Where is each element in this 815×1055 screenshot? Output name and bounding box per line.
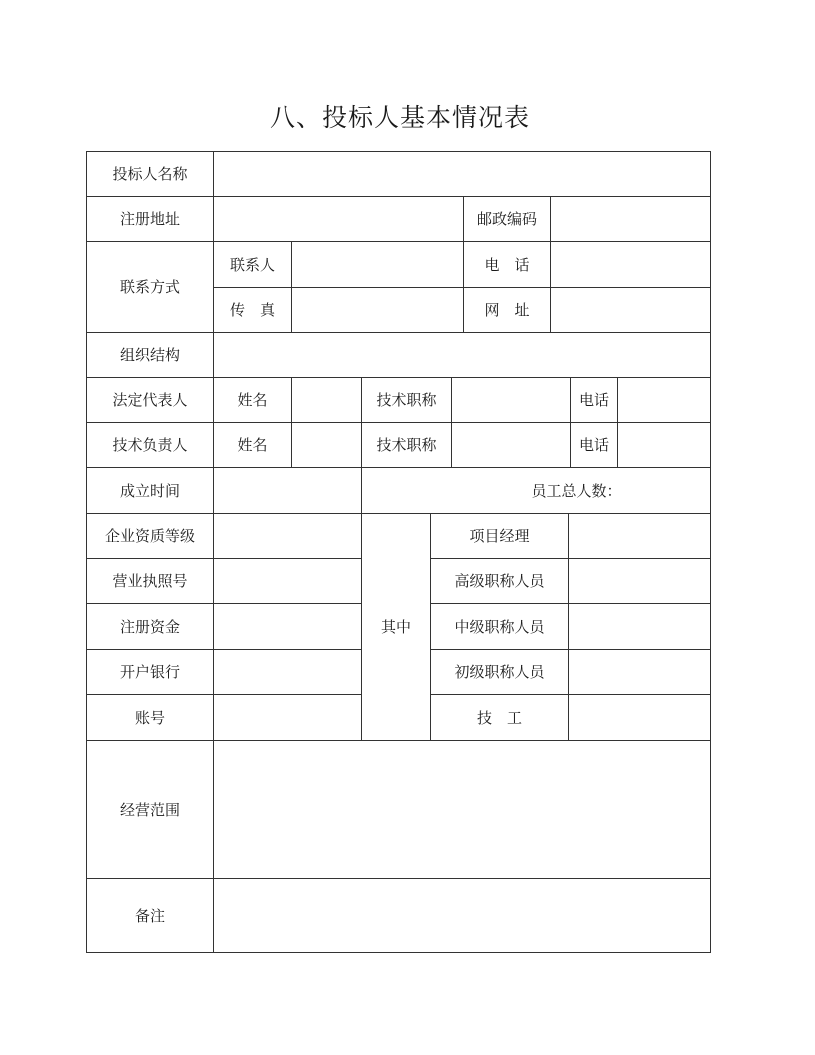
label-qualification: 企业资质等级 — [104, 527, 195, 545]
bank-field[interactable] — [214, 649, 361, 694]
label-project-manager: 项目经理 — [469, 527, 530, 545]
account-field[interactable] — [214, 694, 361, 740]
label-reg-capital: 注册资金 — [119, 617, 180, 636]
technician-field[interactable] — [569, 694, 711, 740]
label-license-no: 营业执照号 — [112, 572, 188, 590]
label-org-structure: 组织结构 — [119, 346, 180, 364]
label-legal-rep: 法定代表人 — [112, 391, 188, 409]
fax-field[interactable] — [292, 287, 463, 332]
tech-lead-title-field[interactable] — [452, 422, 570, 467]
label-tech-lead-phone: 电话 — [578, 436, 609, 454]
postcode-field[interactable] — [551, 196, 711, 241]
label-account: 账号 — [134, 708, 165, 727]
label-legal-rep-name: 姓名 — [237, 391, 268, 409]
contact-person-field[interactable] — [292, 241, 463, 287]
reg-capital-field[interactable] — [214, 603, 361, 649]
tech-lead-name-field[interactable] — [292, 422, 361, 467]
page-title: 八、投标人基本情况表 — [269, 103, 530, 132]
label-tech-lead: 技术负责人 — [112, 436, 188, 454]
label-contact-method: 联系方式 — [119, 278, 180, 296]
legal-rep-title-field[interactable] — [452, 377, 570, 422]
label-junior-title: 初级职称人员 — [454, 663, 545, 681]
label-tech-lead-name: 姓名 — [237, 436, 268, 454]
label-bank: 开户银行 — [119, 663, 180, 681]
bidder-name-field[interactable] — [214, 151, 711, 196]
label-total-staff: 员工总人数： — [531, 481, 622, 500]
label-postcode: 邮政编码 — [476, 210, 537, 228]
legal-rep-phone-field[interactable] — [618, 377, 711, 422]
address-field[interactable] — [214, 196, 463, 241]
label-legal-rep-title: 技术职称 — [376, 391, 437, 409]
label-mid-title: 中级职称人员 — [454, 617, 545, 636]
website-field[interactable] — [551, 287, 711, 332]
label-legal-rep-phone: 电话 — [578, 391, 609, 409]
label-contact-person: 联系人 — [229, 255, 275, 274]
label-fax: 传 真 — [229, 301, 275, 319]
tech-lead-phone-field[interactable] — [618, 422, 711, 467]
legal-rep-name-field[interactable] — [292, 377, 361, 422]
label-established: 成立时间 — [119, 481, 180, 500]
label-website: 网 址 — [484, 301, 530, 319]
label-bidder-name: 投标人名称 — [112, 165, 188, 183]
established-field[interactable] — [214, 467, 361, 513]
mid-title-field[interactable] — [569, 603, 711, 649]
phone-field[interactable] — [551, 241, 711, 287]
org-structure-field[interactable] — [214, 332, 711, 377]
label-phone: 电 话 — [484, 255, 530, 274]
label-technician: 技 工 — [476, 708, 522, 727]
junior-title-field[interactable] — [569, 649, 711, 694]
license-no-field[interactable] — [214, 558, 361, 603]
label-remarks: 备注 — [134, 906, 165, 925]
remarks-field[interactable] — [214, 878, 711, 952]
label-business-scope: 经营范围 — [119, 800, 180, 819]
label-of-which: 其中 — [380, 618, 411, 636]
project-manager-field[interactable] — [569, 513, 711, 558]
senior-title-field[interactable] — [569, 558, 711, 603]
qualification-field[interactable] — [214, 513, 361, 558]
label-tech-lead-title: 技术职称 — [376, 436, 437, 454]
label-senior-title: 高级职称人员 — [454, 572, 545, 590]
table-line — [86, 952, 711, 953]
business-scope-field[interactable] — [214, 740, 711, 878]
label-address: 注册地址 — [119, 210, 180, 228]
